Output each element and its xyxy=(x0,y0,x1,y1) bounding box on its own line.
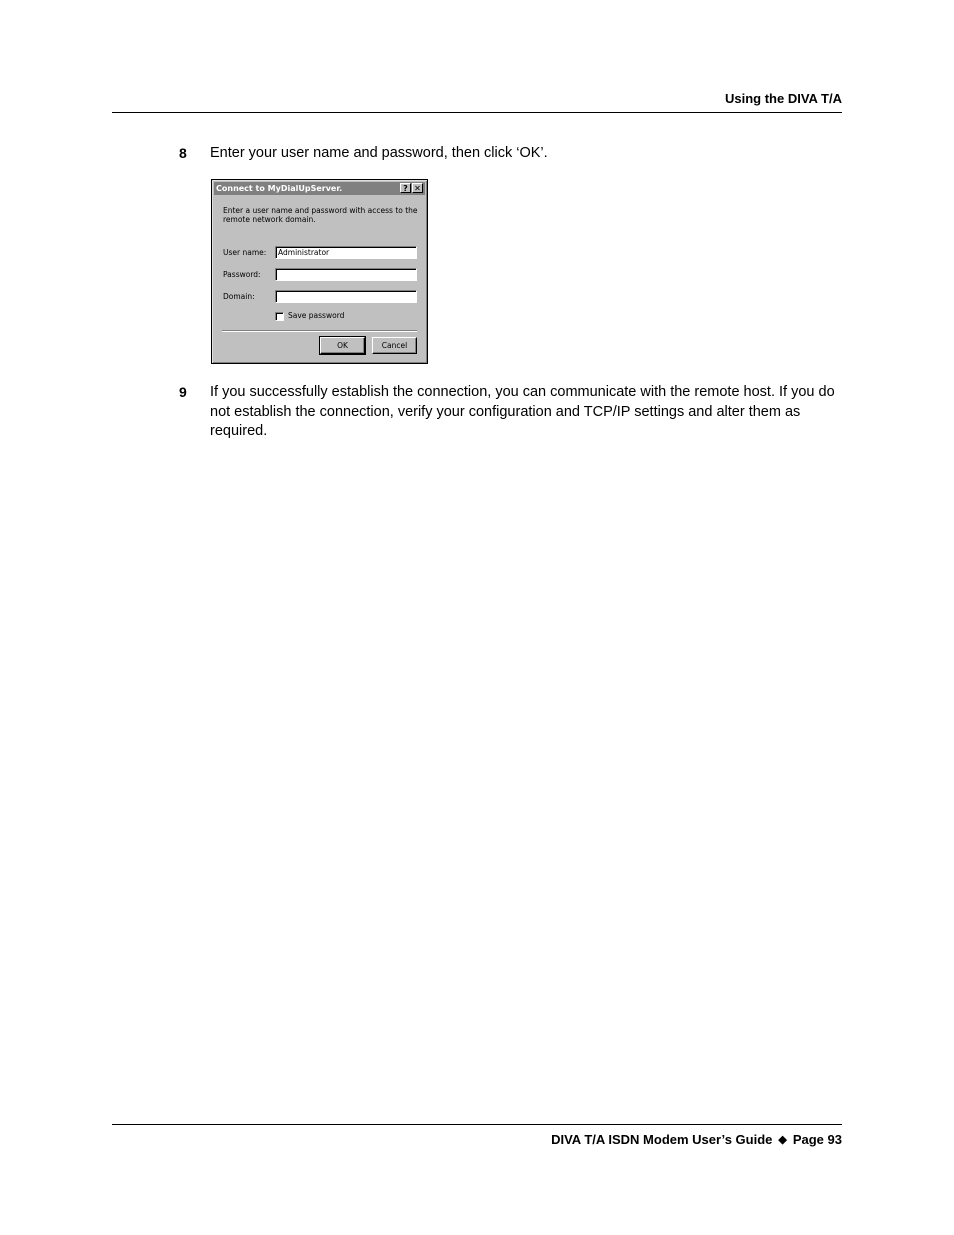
step-number-9: 9 xyxy=(179,384,187,400)
footer-text xyxy=(551,1132,842,1147)
username-label: User name: xyxy=(223,248,267,257)
footer-rule xyxy=(112,1124,842,1125)
help-button[interactable]: ? xyxy=(400,183,411,193)
step-number-8: 8 xyxy=(179,145,187,161)
save-password-checkbox[interactable] xyxy=(275,312,284,321)
header-rule xyxy=(112,112,842,113)
password-label: Password: xyxy=(223,270,261,279)
dialog-title: Connect to MyDialUpServer. xyxy=(216,184,343,193)
connect-dialog xyxy=(211,179,428,364)
step-text-9: If you successfully establish the connection, you can communicate with the remote host. If you do not establish the connection, verify your configuration and TCP/IP settings and alter them as required. xyxy=(210,384,835,439)
ok-button[interactable]: OK xyxy=(320,337,365,354)
step-text-8: Enter your user name and password, then click ‘OK’. xyxy=(210,145,548,161)
running-header: Using the DIVA T/A xyxy=(725,91,842,106)
save-password-label[interactable]: Save password xyxy=(288,311,345,320)
diamond-separator: ◆ xyxy=(778,1134,787,1146)
guide-title: DIVA T/A ISDN Modem User’s Guide xyxy=(551,1132,773,1147)
domain-label: Domain: xyxy=(223,292,255,301)
password-input[interactable] xyxy=(275,268,417,281)
cancel-button[interactable]: Cancel xyxy=(372,337,417,354)
page-number: Page 93 xyxy=(792,1132,842,1147)
dialog-titlebar xyxy=(214,182,425,195)
domain-input[interactable] xyxy=(275,290,417,303)
close-button[interactable]: ✕ xyxy=(412,183,423,193)
dialog-prompt: Enter a user name and password with access to the remote network domain. xyxy=(223,206,418,224)
username-input[interactable]: Administrator xyxy=(275,246,417,259)
dialog-separator xyxy=(222,330,417,332)
